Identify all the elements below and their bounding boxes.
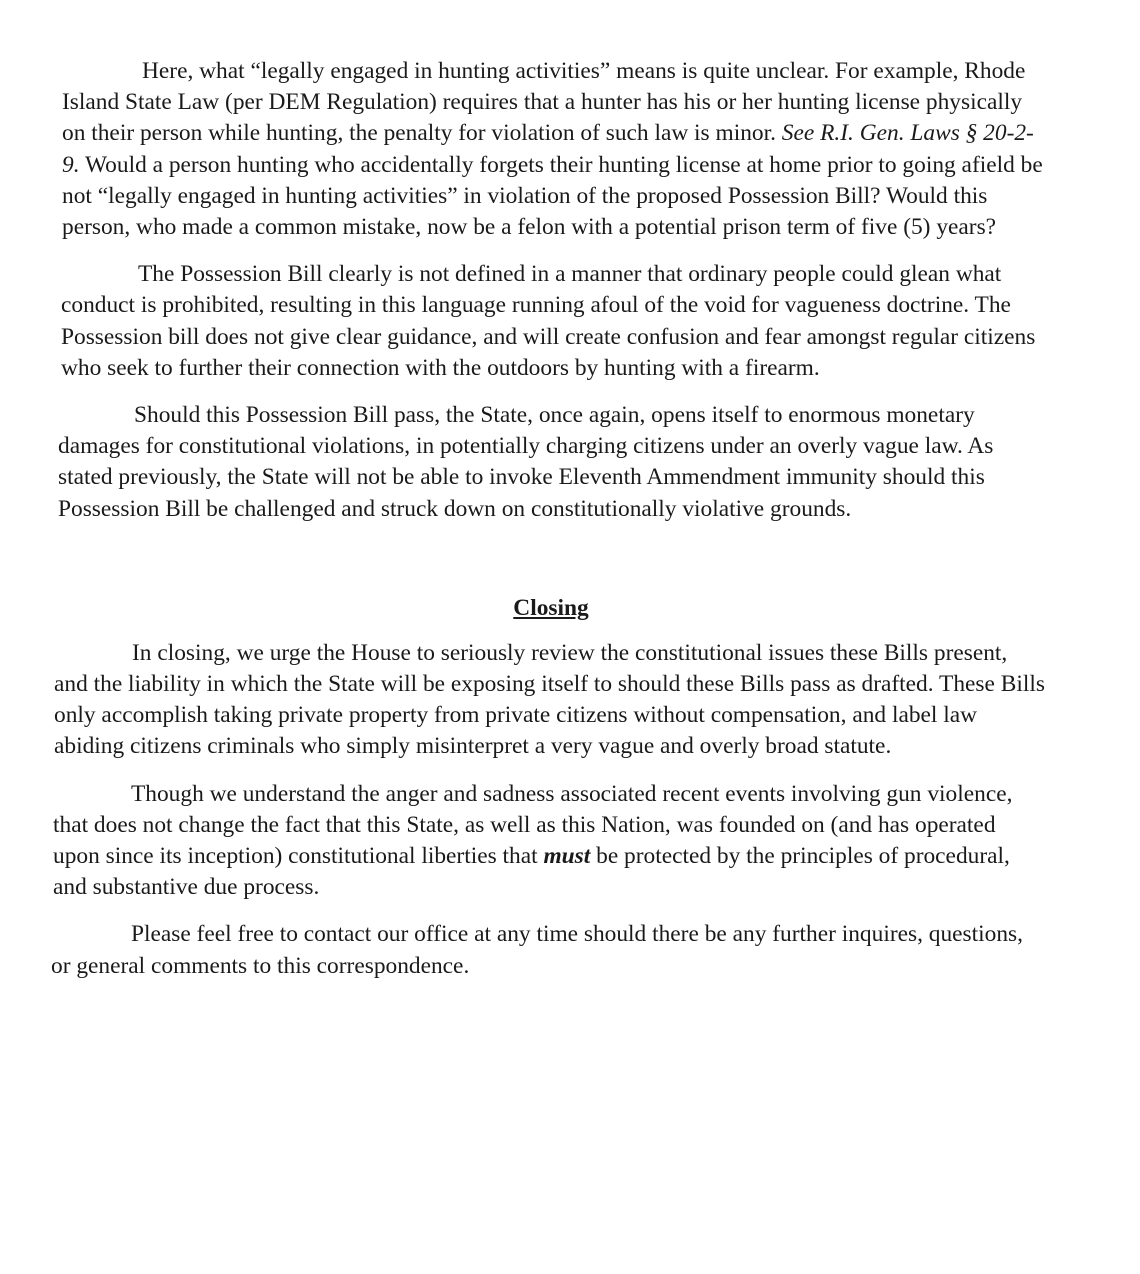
paragraph-text: Here, what “legally engaged in hunting activities” means is quite unclear. For example, Rhode Island State Law (per DEM Regulation) requires that a hunter has his or her hunting license physically on their person while hunting, the penalty for violation of such law is minor. — [62, 58, 1026, 147]
emphasis-must: must — [543, 843, 591, 870]
paragraph-closing-urge: In closing, we urge the House to seriously review the constitutional issues these Bills present, and the liability in which the State will be exposing itself to should these Bills pass as drafted. These Bills only accomplish taking private property from private citizens without compensation, and label law abiding citizens criminals who simply misinterpret a very vague and overly broad statute. — [54, 639, 1045, 760]
paragraph-contact-office: Please feel free to contact our office at any time should there be any further inquires, questions, or general comments to this correspondence. — [51, 921, 1023, 979]
paragraph-void-for-vagueness: The Possession Bill clearly is not defined in a manner that ordinary people could glean what conduct is prohibited, resulting in this language running afoul of the void for vagueness doctrine. The Possession bill does not give clear guidance, and will create confusion and fear amongst regular citizens who seek to further their connection with the outdoors by hunting with a firearm. — [61, 261, 1036, 381]
statute-citation: See R.I. Gen. Laws § 20-2-9. — [62, 120, 1034, 178]
paragraph-closing-due-process — [53, 779, 1046, 904]
paragraph-text: Would a person hunting who accidentally forgets their hunting license at home prior to going afield be not “legally engaged in hunting activities” in violation of the proposed Possession Bill? Would this person, who made a common mistake, now be a felon with a potential prison term of five (5) years? — [62, 151, 1043, 241]
paragraph-text: be protected by the principles of procedural, and substantive due process. — [53, 843, 1010, 901]
closing-heading: Closing — [513, 594, 589, 621]
paragraph-monetary-damages: Should this Possession Bill pass, the State, once again, opens itself to enormous monetary damages for constitutional violations, in potentially charging citizens under an overly vague law. As stated previously, the State will not be able to invoke Eleventh Ammendment immunity should this Possession Bill be challenged and struck down on constitutionally violative grounds. — [58, 402, 994, 522]
paragraph-hunting-activities — [62, 56, 1046, 243]
document-page — [51, 56, 1046, 998]
section-spacer — [56, 541, 1046, 593]
paragraph-text: Though we understand the anger and sadness associated recent events involving gun violence, that does not change the fact that this State, as well as this Nation, was founded on (and has operated upon since its inception) constitutional liberties that — [53, 780, 1013, 870]
